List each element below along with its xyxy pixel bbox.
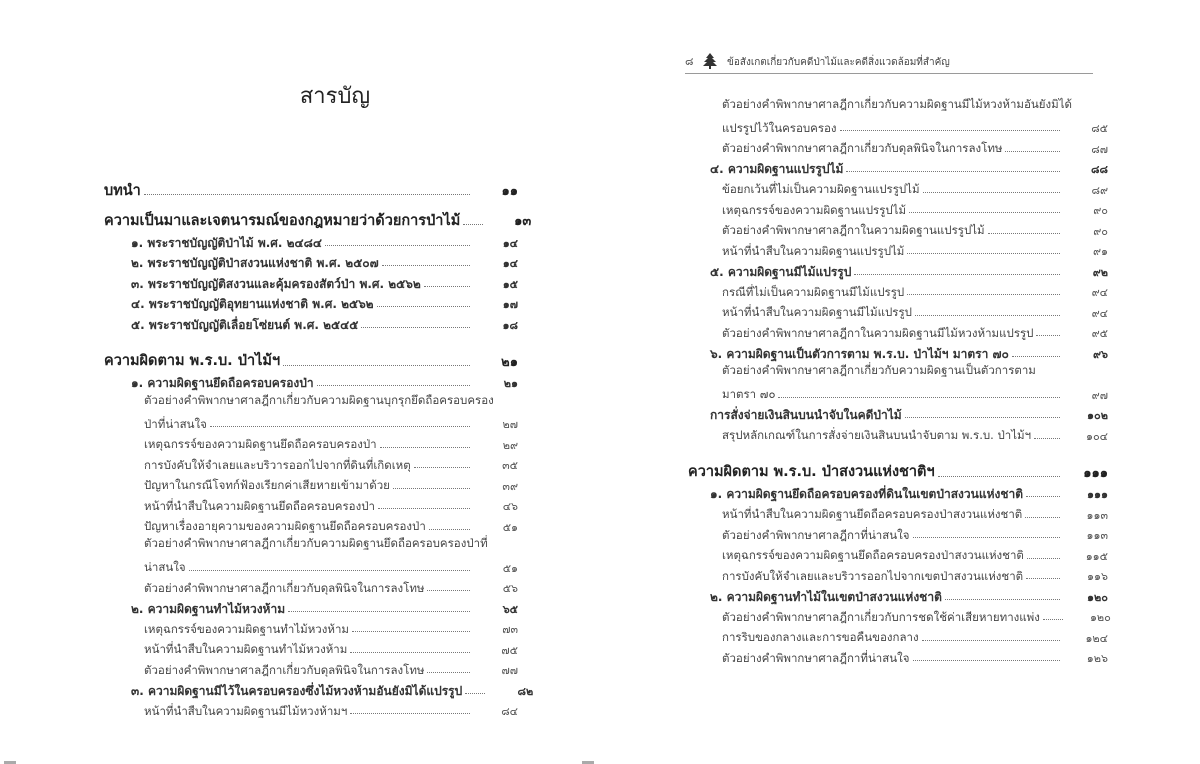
toc-entry[interactable]: ความผิดตาม พ.ร.บ. ป่าสงวนแห่งชาติฯ ๑๑๑ — [688, 464, 1108, 481]
leader-dots — [905, 417, 1060, 418]
leader-dots — [1005, 151, 1060, 152]
toc-entry[interactable]: ๔. พระราชบัญญัติอุทยานแห่งชาติ พ.ศ. ๒๕๖๒ ๑๗ — [131, 297, 518, 311]
page-number: ๘๒ — [517, 684, 534, 698]
page-number: ๑๒๐ — [1087, 590, 1108, 604]
toc-entry-line1: ตัวอย่างคำพิพากษาศาลฎีกาเกี่ยวกับความผิดฐานยึดถือครอบครองป่าที่ — [144, 536, 488, 550]
toc-entry[interactable]: ความผิดตาม พ.ร.บ. ป่าไม้ฯ ๒๑ — [104, 353, 518, 370]
page-number: ๑๒๖ — [1086, 652, 1108, 665]
toc-entry[interactable]: ตัวอย่างคำพิพากษาศาลฎีกาเกี่ยวกับดุลพินิจในการลงโทษ ๕๖ — [144, 580, 518, 595]
toc-entry[interactable]: หน้าที่นำสืบในความผิดฐานทำไม้หวงห้าม ๗๕ — [144, 642, 518, 657]
toc-entry[interactable]: ๕. ความผิดฐานมีไม้แปรรูป ๙๒ — [710, 264, 1108, 279]
tree-icon — [701, 52, 719, 70]
leader-dots — [210, 426, 470, 427]
page-number: ๘๔ — [501, 705, 518, 718]
toc-entry[interactable]: ข้อยกเว้นที่ไม่เป็นความผิดฐานแปรรูปไม้ ๘๙ — [722, 182, 1108, 197]
toc-entry[interactable]: ตัวอย่างคำพิพากษาศาลฎีกาในความผิดฐานแปรรูปไม้ ๙๐ — [722, 223, 1108, 238]
leader-dots — [463, 224, 483, 225]
running-header — [685, 52, 1093, 74]
toc-entry[interactable]: ตัวอย่างคำพิพากษาศาลฎีกาที่น่าสนใจ ๑๑๓ — [722, 527, 1108, 542]
toc-list-right — [688, 93, 1111, 665]
toc-entry[interactable]: ปัญหาในกรณีโจทก์ฟ้องเรียกค่าเสียหายเข้ามาด้วย ๓๙ — [144, 478, 518, 493]
toc-entry[interactable]: หน้าที่นำสืบในความผิดฐานยึดถือครอบครองป่าสงวนแห่งชาติ ๑๑๓ — [722, 507, 1108, 522]
page-number: ๑๒๐ — [1089, 611, 1111, 624]
toc-entry[interactable]: ๑. ความผิดฐานยึดถือครอบครองที่ดินในเขตป่าสงวนแห่งชาติ ๑๑๑ — [710, 487, 1108, 501]
toc-entry[interactable]: ๖. ความผิดฐานเป็นตัวการตาม พ.ร.บ. ป่าไม้ฯ มาตรา ๗๐ ๙๖ — [710, 346, 1108, 361]
page-number: ๙๔ — [1091, 306, 1108, 320]
toc-entry-line1: ตัวอย่างคำพิพากษาศาลฎีกาเกี่ยวกับความผิดฐานมีไม้หวงห้ามอันยังมิได้ — [722, 96, 1072, 111]
page-number: ๑๐๔ — [1085, 429, 1108, 443]
leader-dots — [288, 611, 470, 612]
leader-dots — [923, 192, 1060, 193]
page-number: ๑๓ — [514, 214, 532, 229]
toc-entry[interactable]: ตัวอย่างคำพิพากษาศาลฎีกาเกี่ยวกับการชดใช้ค่าเสียหายทางแพ่ง ๑๒๐ — [722, 609, 1111, 624]
toc-entry[interactable]: เหตุฉกรรจ์ของความผิดฐานทำไม้หวงห้าม ๗๓ — [144, 621, 518, 636]
page-number: ๒๙ — [502, 438, 518, 452]
toc-entry[interactable]: ความเป็นมาและเจตนารมณ์ของกฎหมายว่าด้วยการป่าไม้ ๑๓ — [104, 212, 532, 229]
leader-dots — [465, 693, 485, 694]
page-number: ๙๒ — [1092, 265, 1108, 279]
leader-dots — [1012, 356, 1060, 357]
page-number: ๑๔ — [502, 236, 518, 250]
page-number: ๕๑ — [502, 561, 518, 575]
leader-dots — [377, 306, 470, 307]
page-number: ๖๕ — [502, 602, 518, 616]
page-number: ๗๗ — [501, 664, 518, 677]
leader-dots — [352, 631, 470, 632]
page-number: ๗๓ — [502, 623, 518, 636]
toc-entry[interactable]: ตัวอย่างคำพิพากษาศาลฎีกาในความผิดฐานมีไม้หวงห้ามแปรรูป ๙๕ — [722, 325, 1108, 340]
leader-dots — [380, 447, 470, 448]
page-number: ๘๕ — [1091, 122, 1108, 135]
header-page-number: ๘ — [685, 55, 694, 68]
toc-entry-line1: ตัวอย่างคำพิพากษาศาลฎีกาเกี่ยวกับความผิดฐานบุกรุกยึดถือครอบครอง — [144, 392, 494, 407]
toc-entry[interactable]: หน้าที่นำสืบในความผิดฐานมีไม้แปรรูป ๙๔ — [722, 305, 1108, 320]
page-number: ๓๕ — [502, 459, 518, 472]
page-number: ๒๑ — [501, 354, 518, 370]
page-number: ๑๑ — [501, 184, 518, 199]
toc-entry[interactable]: ๓. พระราชบัญญัติสงวนและคุ้มครองสัตว์ป่า พ.ศ. ๒๕๖๒ ๑๕ — [131, 276, 518, 291]
right-page — [600, 0, 1200, 764]
toc-entry[interactable]: ๒. พระราชบัญญัติป่าสงวนแห่งชาติ พ.ศ. ๒๕๐๗ ๑๔ — [131, 256, 518, 270]
leader-dots — [424, 286, 470, 287]
toc-entry[interactable]: หน้าที่นำสืบในความผิดฐานยึดถือครอบครองป่า ๔๖ — [144, 498, 518, 513]
page-number: ๘๗ — [1091, 142, 1108, 156]
leader-dots — [429, 529, 470, 530]
toc-entry[interactable]: การบังคับให้จำเลยและบริวารออกไปจากที่ดินที่เกิดเหตุ ๓๕ — [144, 457, 518, 472]
toc-entry[interactable]: ตัวอย่างคำพิพากษาศาลฎีกาเกี่ยวกับดุลพินิจในการลงโทษ ๗๗ — [144, 662, 518, 677]
leader-dots — [945, 599, 1060, 600]
toc-entry[interactable]: ตัวอย่างคำพิพากษาศาลฎีกาที่น่าสนใจ ๑๒๖ — [722, 650, 1108, 665]
leader-dots — [913, 660, 1061, 661]
toc-entry[interactable]: หน้าที่นำสืบในความผิดฐานมีไม้หวงห้ามฯ ๘๔ — [144, 703, 518, 718]
page-number: ๑๑๖ — [1087, 570, 1108, 583]
leader-dots — [361, 327, 470, 328]
leader-dots — [382, 265, 470, 266]
leader-dots — [1027, 558, 1060, 559]
toc-entry[interactable]: กรณีที่ไม่เป็นความผิดฐานมีไม้แปรรูป ๙๔ — [722, 284, 1108, 299]
leader-dots — [938, 476, 1060, 477]
toc-list-left — [104, 168, 534, 718]
toc-entry-line1: ตัวอย่างคำพิพากษาศาลฎีกาเกี่ยวกับความผิดฐานเป็นตัวการตาม — [722, 363, 1036, 377]
leader-dots — [907, 294, 1060, 295]
page-number: ๒๗ — [502, 418, 518, 431]
leader-dots — [1026, 496, 1060, 497]
leader-dots — [189, 570, 470, 571]
toc-entry[interactable]: หน้าที่นำสืบในความผิดฐานแปรรูปไม้ ๙๑ — [722, 243, 1108, 258]
page-number: ๔๖ — [502, 500, 518, 513]
page-number: ๑๔ — [502, 257, 518, 270]
leader-dots — [907, 253, 1060, 254]
toc-entry[interactable]: เหตุฉกรรจ์ของความผิดฐานยึดถือครอบครองป่า ๒๙ — [144, 437, 518, 452]
page-number: ๙๔ — [1091, 286, 1108, 299]
leader-dots — [350, 713, 470, 714]
leader-dots — [427, 590, 470, 591]
page-number: ๑๐๒ — [1087, 409, 1108, 422]
page-number: ๙๑ — [1092, 245, 1108, 258]
toc-title: สารบัญ — [299, 84, 371, 109]
page-number: ๘๙ — [1091, 183, 1108, 197]
leader-dots — [350, 652, 470, 653]
leader-dots — [317, 385, 470, 386]
page-number: ๑๑๕ — [1085, 549, 1108, 563]
page-number: ๒๑ — [503, 377, 518, 390]
page-number: ๘๘ — [1091, 163, 1108, 176]
page-number: ๓๙ — [502, 479, 518, 493]
page-number: ๙๐ — [1093, 204, 1108, 217]
toc-entry[interactable]: สรุปหลักเกณฑ์ในการสั่งจ่ายเงินสินบนนำจับตาม พ.ร.บ. ป่าไม้ฯ ๑๐๔ — [722, 428, 1108, 443]
running-title: ข้อสังเกตเกี่ยวกับคดีป่าไม้และคดีสิ่งแวดล้อมที่สำคัญ — [727, 57, 950, 68]
leader-dots — [854, 274, 1060, 275]
page-number: ๗๕ — [501, 643, 518, 657]
page-number: ๙๗ — [1091, 388, 1108, 402]
page-number: ๕๑ — [502, 520, 518, 534]
page-number: ๑๗ — [502, 298, 518, 311]
leader-dots — [325, 245, 470, 246]
leader-dots — [909, 212, 1060, 213]
leader-dots — [915, 315, 1060, 316]
toc-entry[interactable]: บทนำ ๑๑ — [104, 182, 518, 199]
leader-dots — [1036, 335, 1060, 336]
toc-entry[interactable]: เหตุฉกรรจ์ของความผิดฐานยึดถือครอบครองป่าสงวนแห่งชาติ ๑๑๕ — [722, 548, 1108, 563]
toc-entry[interactable]: ๑. ความผิดฐานยึดถือครอบครองป่า ๒๑ — [131, 376, 518, 390]
toc-entry[interactable]: ตัวอย่างคำพิพากษาศาลฎีกาเกี่ยวกับดุลพินิจในการลงโทษ ๘๗ — [722, 141, 1108, 156]
toc-entry[interactable]: น่าสนใจ ๕๑ — [144, 560, 518, 575]
leader-dots — [922, 640, 1060, 641]
toc-entry[interactable]: ๓. ความผิดฐานมีไว้ในครอบครองซึ่งไม้หวงห้ามอันยังมิได้แปรรูป ๘๒ — [131, 683, 534, 698]
toc-entry[interactable]: ๑. พระราชบัญญัติป่าไม้ พ.ศ. ๒๔๘๔ ๑๔ — [131, 235, 518, 250]
leader-dots — [988, 233, 1060, 234]
toc-entry[interactable]: ๒. ความผิดฐานทำไม้หวงห้าม ๖๕ — [131, 601, 518, 616]
leader-dots — [378, 508, 470, 509]
toc-entry[interactable]: เหตุฉกรรจ์ของความผิดฐานแปรรูปไม้ ๙๐ — [722, 202, 1108, 217]
leader-dots — [1043, 619, 1063, 620]
page-number: ๑๑๓ — [1086, 508, 1108, 522]
toc-entry[interactable]: การริบของกลางและการขอคืนของกลาง ๑๒๔ — [722, 630, 1108, 645]
page-number: ๑๘ — [502, 318, 518, 332]
toc-entry[interactable]: การบังคับให้จำเลยและบริวารออกไปจากเขตป่าสงวนแห่งชาติ ๑๑๖ — [722, 568, 1108, 583]
toc-entry[interactable]: ๕. พระราชบัญญัติเลื่อยโซ่ยนต์ พ.ศ. ๒๕๔๕ ๑๘ — [131, 317, 518, 332]
page-number: ๑๑๓ — [1086, 529, 1108, 542]
toc-entry[interactable]: ๔. ความผิดฐานแปรรูปไม้ ๘๘ — [710, 162, 1108, 176]
leader-dots — [840, 130, 1060, 131]
page-number: ๑๕ — [502, 277, 518, 291]
leader-dots — [913, 537, 1061, 538]
toc-entry[interactable]: ปัญหาเรื่องอายุความของความผิดฐานยึดถือครอบครองป่า ๕๑ — [144, 519, 518, 534]
leader-dots — [1034, 438, 1060, 439]
leader-dots — [144, 194, 470, 195]
page-number: ๙๕ — [1091, 327, 1108, 340]
leader-dots — [283, 365, 470, 366]
page-number: ๑๑๑ — [1083, 465, 1108, 481]
toc-entry[interactable]: การสั่งจ่ายเงินสินบนนำจับในคดีป่าไม้ ๑๐๒ — [710, 408, 1108, 422]
leader-dots — [427, 672, 470, 673]
toc-entry[interactable]: ๒. ความผิดฐานทำไม้ในเขตป่าสงวนแห่งชาติ ๑๒๐ — [710, 589, 1108, 604]
leader-dots — [846, 171, 1060, 172]
page-number: ๙๐ — [1093, 224, 1108, 238]
leader-dots — [1026, 578, 1060, 579]
leader-dots — [1025, 517, 1060, 518]
leader-dots — [778, 397, 1060, 398]
page-number: ๙๖ — [1092, 347, 1108, 361]
page-number: ๑๑๑ — [1087, 488, 1108, 501]
page-number: ๕๖ — [502, 582, 518, 595]
toc-entry[interactable]: มาตรา ๗๐ ๙๗ — [722, 387, 1108, 402]
toc-entry[interactable]: แปรรูปไว้ในครอบครอง ๘๕ — [722, 120, 1108, 135]
toc-entry[interactable]: ป่าที่น่าสนใจ ๒๗ — [144, 416, 518, 431]
leader-dots — [414, 467, 470, 468]
leader-dots — [393, 488, 470, 489]
page-number: ๑๒๔ — [1085, 631, 1108, 645]
